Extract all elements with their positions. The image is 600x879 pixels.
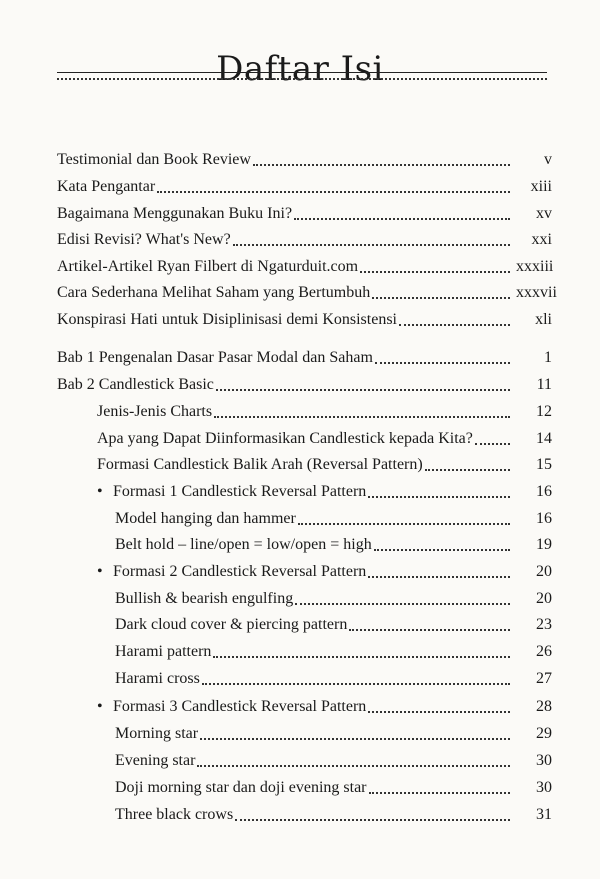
- bullet-icon: •: [97, 563, 103, 580]
- toc-entry-subsection: [115, 720, 552, 744]
- toc-entry-section: [97, 425, 552, 449]
- toc-entry-label: Bab 1 Pengenalan Dasar Pasar Modal dan Saham: [57, 349, 373, 366]
- toc-entry-chapter: [57, 371, 552, 395]
- dot-leader: [349, 629, 510, 631]
- toc-entry-subsection: [115, 585, 552, 609]
- toc-entry-page-number: 26: [536, 643, 552, 660]
- toc-entry-label: Evening star: [115, 752, 196, 769]
- toc-entry-page-number: 20: [536, 563, 552, 580]
- dot-leader: [298, 523, 510, 525]
- dot-leader: [368, 496, 510, 498]
- toc-entry-page-number: 23: [536, 616, 552, 633]
- toc-entry-label: Edisi Revisi? What's New?: [57, 231, 231, 248]
- toc-entry-subsection: [115, 638, 552, 662]
- toc-entry-formation: [97, 558, 552, 582]
- toc-entry-label: Kata Pengantar: [57, 178, 156, 195]
- toc-entry-label: Cara Sederhana Melihat Saham yang Bertumbuh: [57, 284, 371, 301]
- toc-entry-subsection: [115, 774, 552, 798]
- toc-entry-label: Doji morning star dan doji evening star: [115, 779, 367, 796]
- dot-leader: [375, 362, 510, 364]
- dot-leader: [200, 738, 510, 740]
- toc-entry-page-number: 14: [536, 430, 552, 447]
- toc-entry-front-matter: [57, 253, 552, 277]
- toc-entry-page-number: 30: [536, 752, 552, 769]
- toc-entry-page-number: xv: [536, 205, 552, 222]
- dot-leader: [157, 191, 510, 193]
- title-rule: [57, 72, 547, 82]
- toc-entry-label: Bullish & bearish engulfing: [115, 590, 294, 607]
- toc-entry-front-matter: [57, 306, 552, 330]
- toc-entry-page-number: 16: [536, 483, 552, 500]
- dot-leader: [425, 469, 510, 471]
- dot-leader: [475, 443, 510, 445]
- dot-leader: [295, 603, 510, 605]
- toc-entry-label: Artikel-Artikel Ryan Filbert di Ngaturduit.com: [57, 258, 359, 275]
- toc-entry-front-matter: [57, 173, 552, 197]
- dot-leader: [372, 297, 510, 299]
- toc-entry-label: Formasi 3 Candlestick Reversal Pattern: [113, 698, 367, 715]
- dot-leader: [213, 656, 510, 658]
- dot-leader: [216, 389, 510, 391]
- toc-entry-page-number: 16: [536, 510, 552, 527]
- bullet-icon: •: [97, 483, 103, 500]
- dot-leader: [369, 792, 510, 794]
- dot-leader: [197, 765, 510, 767]
- toc-entry-subsection: [115, 747, 552, 771]
- toc-entry-front-matter: [57, 200, 552, 224]
- toc-entry-front-matter: [57, 146, 552, 170]
- toc-entry-label: Harami cross: [115, 670, 200, 687]
- toc-entry-section: [97, 398, 552, 422]
- toc-entry-label: Testimonial dan Book Review: [57, 151, 251, 168]
- dot-leader: [368, 576, 510, 578]
- toc-entry-front-matter: [57, 279, 557, 303]
- toc-entry-label: Bagaimana Menggunakan Buku Ini?: [57, 205, 293, 222]
- toc-entry-subsection: [115, 665, 552, 689]
- toc-entry-page-number: 28: [536, 698, 552, 715]
- dot-leader: [235, 819, 510, 821]
- dot-leader: [202, 683, 510, 685]
- bullet-icon: •: [97, 698, 103, 715]
- dot-leader: [360, 271, 510, 273]
- toc-entry-label: Dark cloud cover & piercing pattern: [115, 616, 348, 633]
- toc-entry-label: Jenis-Jenis Charts: [97, 403, 213, 420]
- dot-leader: [253, 164, 510, 166]
- dot-leader: [368, 711, 510, 713]
- toc-entry-page-number: xli: [535, 311, 552, 328]
- toc-entry-page-number: 20: [536, 590, 552, 607]
- toc-entry-front-matter: [57, 226, 552, 250]
- toc-entry-label: Formasi Candlestick Balik Arah (Reversal Pattern): [97, 456, 423, 473]
- toc-entry-page-number: 30: [536, 779, 552, 796]
- toc-entry-section: [97, 451, 552, 475]
- toc-entry-page-number: xxxiii: [516, 258, 554, 275]
- dot-leader: [233, 244, 510, 246]
- toc-entry-chapter: [57, 344, 552, 368]
- toc-entry-formation: [97, 478, 552, 502]
- toc-entry-formation: [97, 693, 552, 717]
- toc-entry-page-number: 31: [536, 806, 552, 823]
- toc-entry-subsection: [115, 531, 552, 555]
- toc-entry-page-number: xiii: [530, 178, 552, 195]
- page-title: Daftar Isi: [216, 48, 384, 89]
- toc-entry-label: Harami pattern: [115, 643, 212, 660]
- toc-entry-label: Three black crows: [115, 806, 234, 823]
- toc-entry-page-number: v: [544, 151, 552, 168]
- title-rule-line: [57, 72, 547, 73]
- toc-entry-label: Formasi 2 Candlestick Reversal Pattern: [113, 563, 367, 580]
- toc-entry-label: Formasi 1 Candlestick Reversal Pattern: [113, 483, 367, 500]
- toc-entry-page-number: 27: [536, 670, 552, 687]
- toc-entry-subsection: [115, 611, 552, 635]
- toc-entry-label: Belt hold – line/open = low/open = high: [115, 536, 372, 553]
- toc-entry-page-number: 15: [536, 456, 552, 473]
- dot-leader: [214, 416, 510, 418]
- toc-entry-label: Konspirasi Hati untuk Disiplinisasi demi Konsistensi: [57, 311, 397, 328]
- toc-entry-label: Bab 2 Candlestick Basic: [57, 376, 214, 393]
- toc-entry-subsection: [115, 801, 552, 825]
- dot-leader: [294, 218, 510, 220]
- toc-entry-page-number: 12: [536, 403, 552, 420]
- toc-entry-page-number: 1: [544, 349, 552, 366]
- toc-entry-page-number: xxxvii: [516, 284, 557, 301]
- toc-entry-label: Apa yang Dapat Diinformasikan Candlestick kepada Kita?: [97, 430, 473, 447]
- dot-leader: [374, 549, 510, 551]
- toc-entry-subsection: [115, 505, 552, 529]
- toc-entry-label: Morning star: [115, 725, 199, 742]
- toc-entry-page-number: 19: [536, 536, 552, 553]
- toc-entry-page-number: 29: [536, 725, 552, 742]
- toc-entry-label: Model hanging dan hammer: [115, 510, 296, 527]
- dot-leader: [399, 324, 510, 326]
- toc-entry-page-number: xxi: [531, 231, 552, 248]
- title-rule-dots: [57, 78, 547, 80]
- toc-entry-page-number: 11: [536, 376, 552, 393]
